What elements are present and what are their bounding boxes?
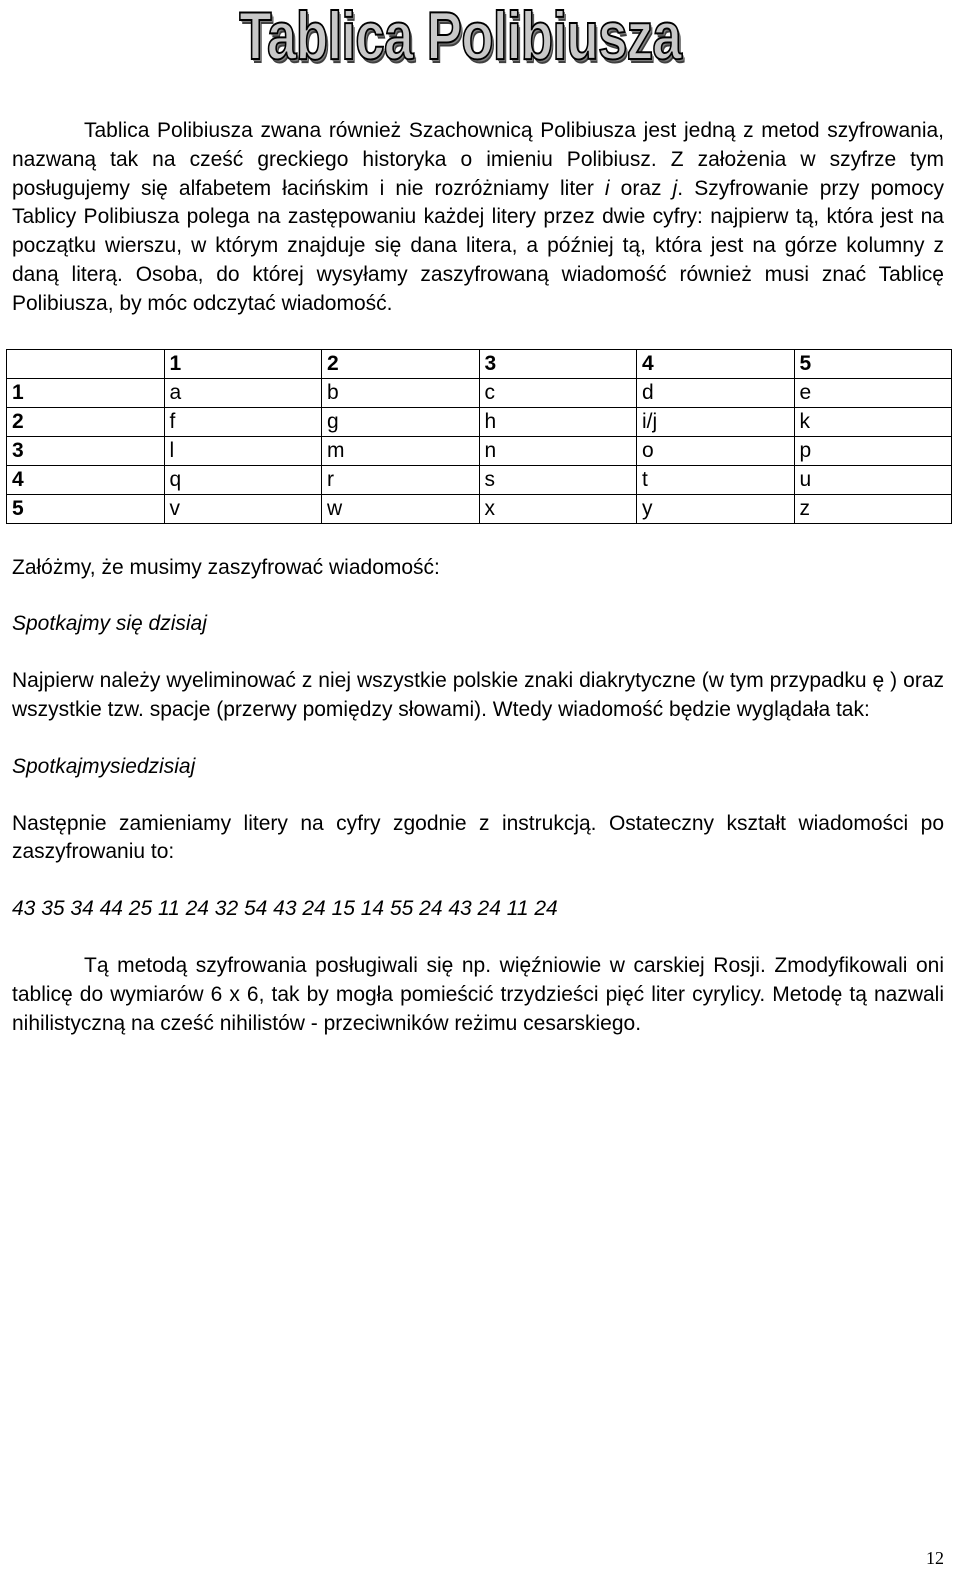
table-cell — [7, 349, 165, 378]
intro-text-2: oraz — [609, 176, 673, 200]
table-cell: a — [164, 378, 322, 407]
intro-letter-i: i — [604, 176, 610, 200]
table-cell: o — [637, 436, 795, 465]
closing-paragraph: Tą metodą szyfrowania posługiwali się np. więźniowie w carskiej Rosji. Zmodyfikowali oni tablicę do wymiarów 6 x 6, tak by mogła pomieścić trzydzieści pięć liter cyrylicy. Metodę tą nazwali nihilistyczną na cześć nihilistów - przeciwników reżimu cesarskiego. — [12, 953, 944, 1035]
table-cell: u — [794, 465, 952, 494]
table-cell: n — [479, 436, 637, 465]
intro-letter-j: j — [672, 176, 678, 200]
table-cell: w — [322, 494, 480, 523]
message-example — [12, 610, 944, 639]
table-column-header: 2 — [322, 349, 480, 378]
table-cell: h — [479, 407, 637, 436]
table-row — [7, 407, 952, 436]
encoded-message — [12, 895, 944, 924]
table-column-header: 1 — [164, 349, 322, 378]
table-column-header: 3 — [479, 349, 637, 378]
table-cell: z — [794, 494, 952, 523]
polybius-table — [6, 349, 952, 524]
encoded-text: 43 35 34 44 25 11 24 32 54 43 24 15 14 55 24 43 24 11 24 — [12, 897, 558, 921]
table-row — [7, 494, 952, 523]
page-title: Tablica Polibiusza — [239, 0, 681, 74]
table-cell: r — [322, 465, 480, 494]
assume-text: Załóżmy, że musimy zaszyfrować wiadomość: — [12, 555, 440, 579]
page-number: 12 — [926, 1548, 944, 1568]
cleaned-text: Spotkajmysiedzisiaj — [12, 754, 196, 778]
table-cell: g — [322, 407, 480, 436]
intro-text-3: . Szyfrowanie przy pomocy Tablicy Polibiusza polega na zastępowaniu każdej litery przez dwie cyfry: najpierw tą, która jest na początku wierszu, w którym znajduje się dana litera, a później tą, która jest na górze kolumny z daną literą. Osoba, do której wysyłamy zaszyfrowaną wiadomość również musi znać Tablicę Polibiusza, by móc odczytać wiadomość. — [12, 176, 944, 315]
document-body — [12, 117, 944, 1038]
table-cell: x — [479, 494, 637, 523]
table-cell: e — [794, 378, 952, 407]
table-cell: l — [164, 436, 322, 465]
table-row-header: 5 — [7, 494, 165, 523]
table-column-header: 4 — [637, 349, 795, 378]
intro-text-1: Tablica Polibiusza zwana również Szachownicą Polibiusza jest jedną z metod szyfrowania, nazwaną tak na cześć greckiego historyka o imieniu Polibiusz. Z założenia w szyfrze tym posługujemy się alfabetem łacińskim i nie rozróżniamy liter — [12, 119, 944, 200]
cleaned-message — [12, 753, 944, 782]
table-cell: s — [479, 465, 637, 494]
table-cell: i/j — [637, 407, 795, 436]
table-row — [7, 436, 952, 465]
table-cell: y — [637, 494, 795, 523]
table-cell: c — [479, 378, 637, 407]
table-row-header: 2 — [7, 407, 165, 436]
table-cell: q — [164, 465, 322, 494]
table-row-header: 4 — [7, 465, 165, 494]
table-row — [7, 465, 952, 494]
step1-paragraph: Najpierw należy wyeliminować z niej wszystkie polskie znaki diakrytyczne (w tym przypadku ę ) oraz wszystkie tzw. spacje (przerwy pomiędzy słowami). Wtedy wiadomość będzie wyglądała tak: — [12, 669, 944, 721]
table-row — [7, 378, 952, 407]
table-cell: b — [322, 378, 480, 407]
table-cell: v — [164, 494, 322, 523]
intro-paragraph — [12, 117, 944, 319]
table-column-header: 5 — [794, 349, 952, 378]
table-cell: m — [322, 436, 480, 465]
table-cell: d — [637, 378, 795, 407]
table-row-header: 1 — [7, 378, 165, 407]
message-text: Spotkajmy się dzisiaj — [12, 612, 207, 636]
table-cell: f — [164, 407, 322, 436]
table-cell: k — [794, 407, 952, 436]
table-cell: t — [637, 465, 795, 494]
step2-paragraph: Następnie zamieniamy litery na cyfry zgodnie z instrukcją. Ostateczny kształt wiadomości po zaszyfrowaniu to: — [12, 811, 944, 864]
table-cell: p — [794, 436, 952, 465]
table-row-header: 3 — [7, 436, 165, 465]
title-area — [0, 0, 960, 80]
table-header-row — [7, 349, 952, 378]
